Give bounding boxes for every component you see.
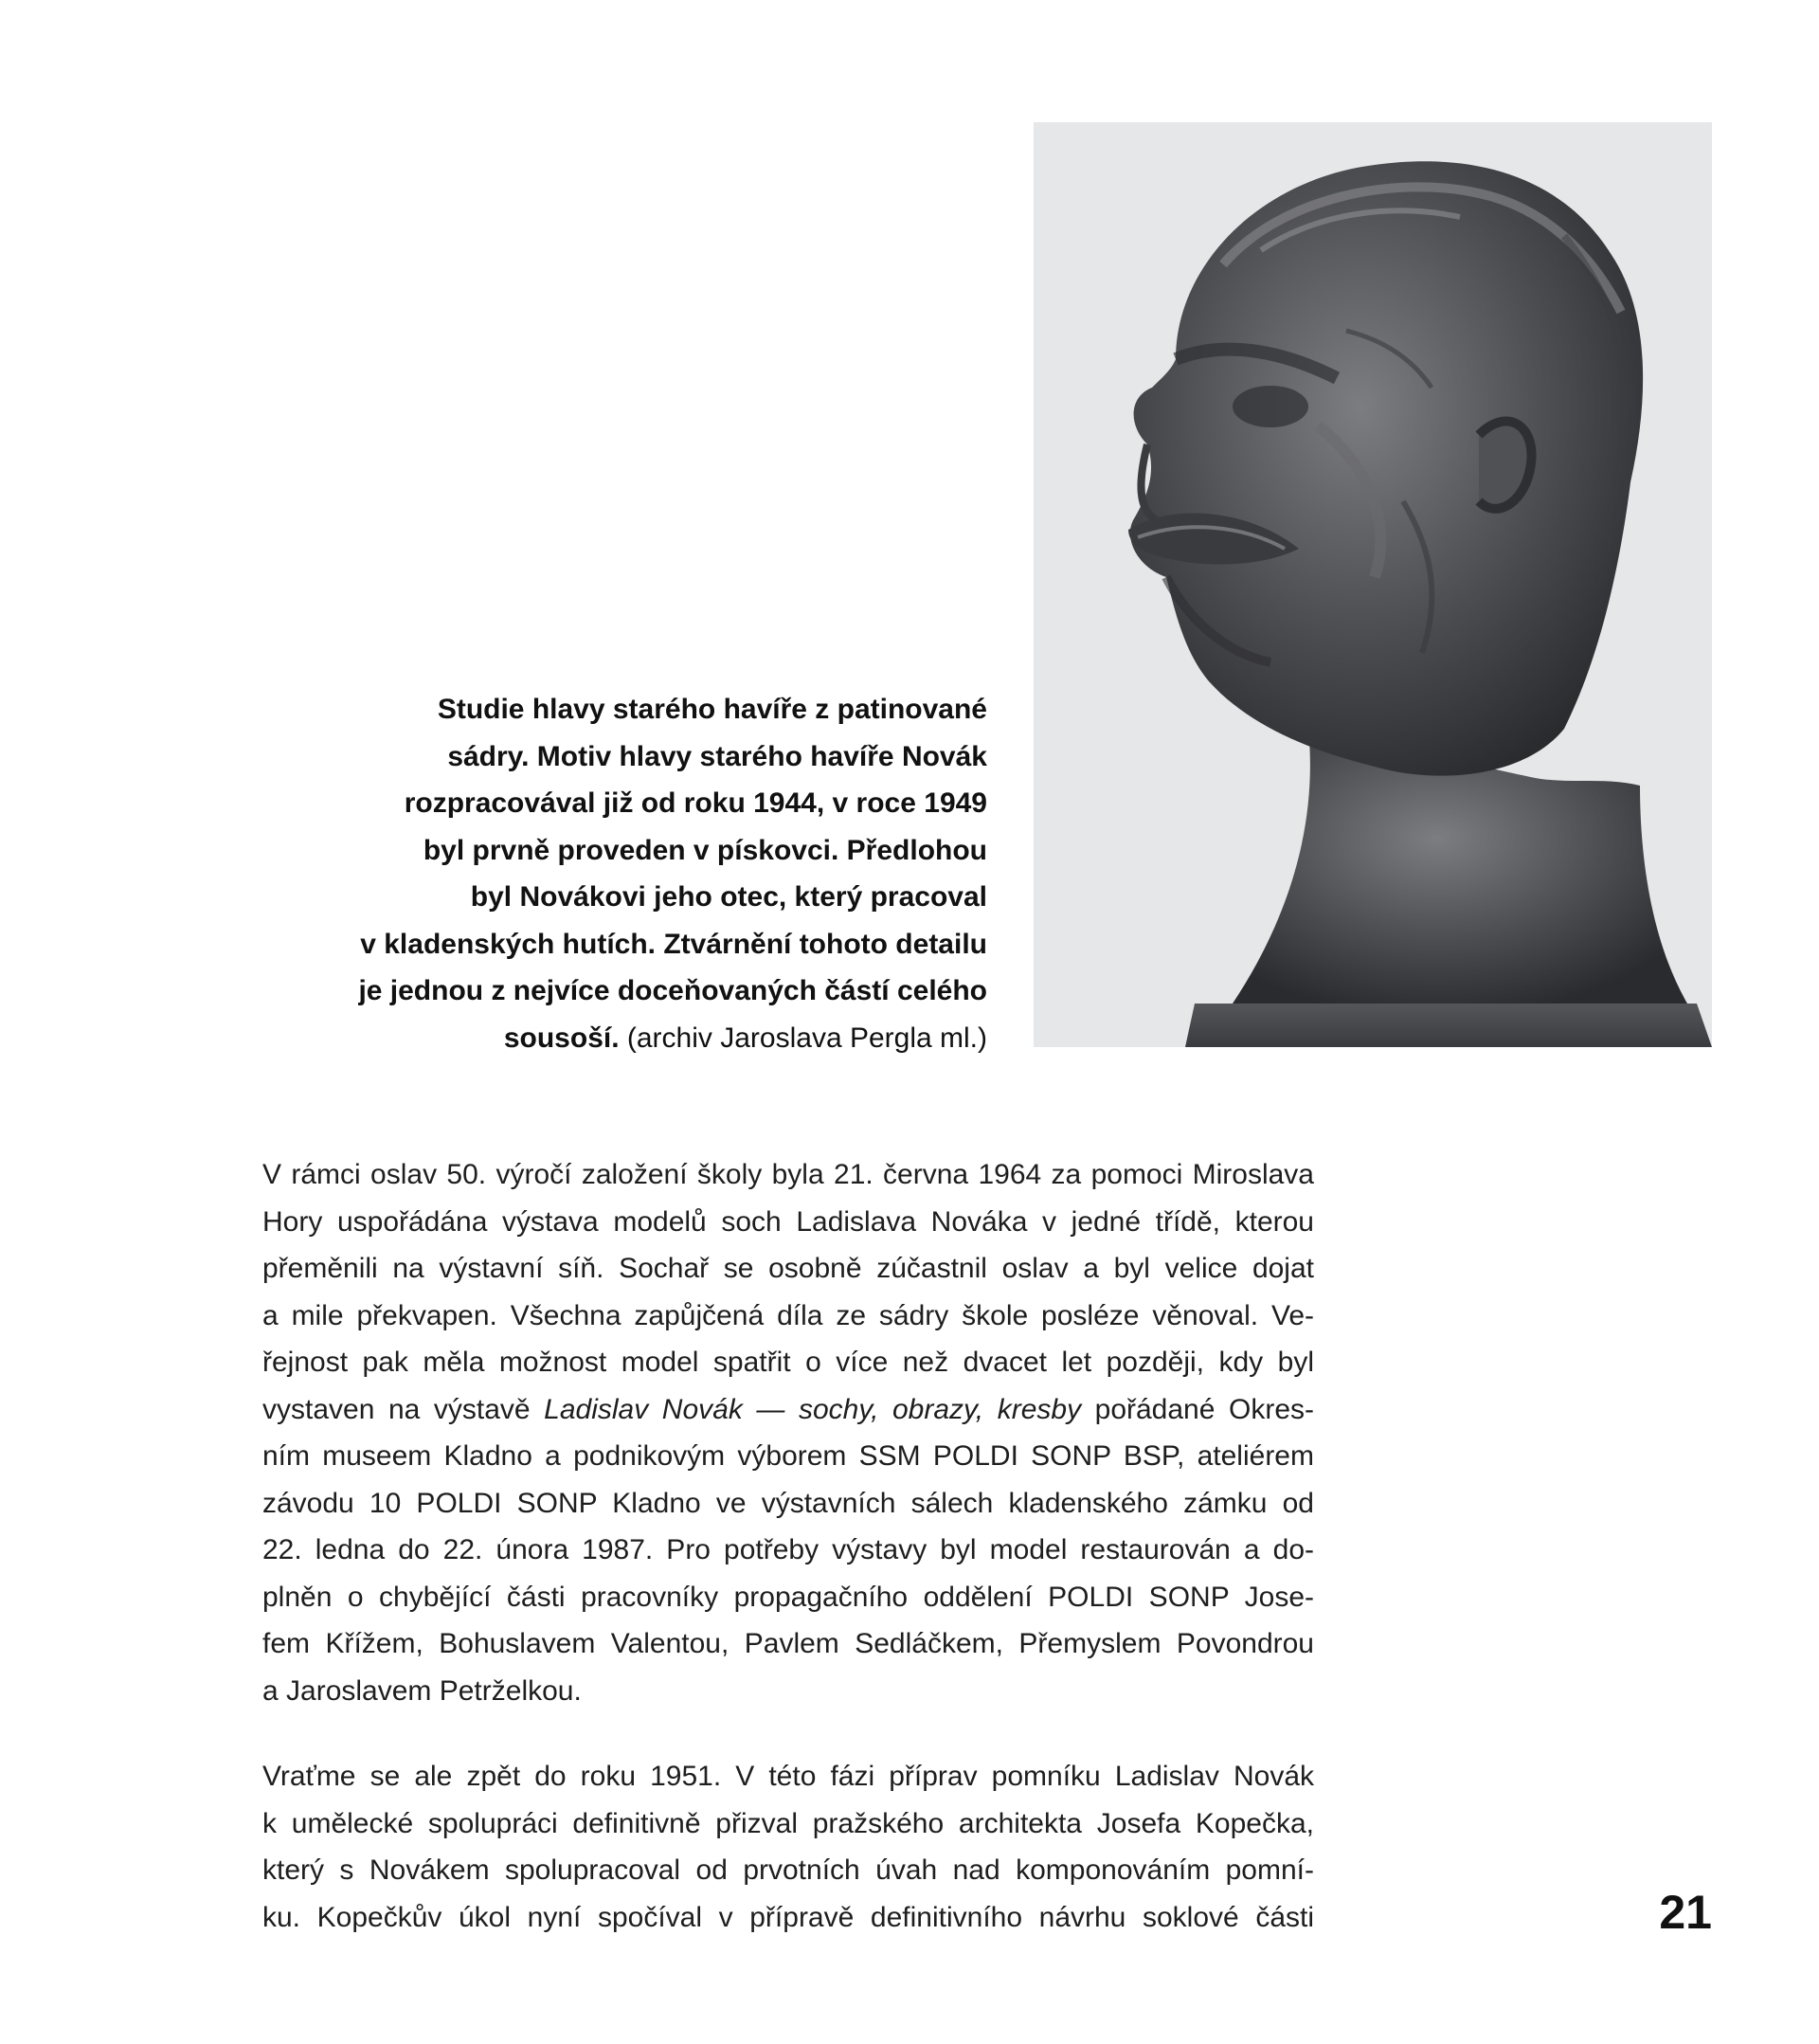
paragraph-line: závodu 10 POLDI SONP Kladno ve výstavních sálech kladenského zámku od [262,1487,1314,1519]
paragraph-line: Vraťme se ale zpět do roku 1951. V této fázi příprav pomníku Ladislav Novák [262,1761,1314,1792]
paragraph-line: který s Novákem spolupracoval od prvotních úvah nad komponováním pomní- [262,1854,1314,1886]
paragraph-line [262,1386,1314,1434]
caption-bold-text: je jednou z nejvíce doceňovaných částí celého [358,975,987,1006]
caption-bold-text: sousoší. [503,1022,620,1054]
bust-photo [1034,122,1712,1047]
caption-line [284,921,987,968]
caption-line [284,874,987,921]
paragraph-line: ním museem Kladno a podnikovým výborem SSM POLDI SONP BSP, ateliérem [262,1440,1314,1472]
paragraph-text: vystaven na výstavě [262,1393,545,1425]
caption-bold-text: byl Novákovi jeho otec, který pracoval [470,881,987,913]
paragraph-line: k umělecké spolupráci definitivně přizval pražského architekta Josefa Kopečka, [262,1807,1314,1839]
caption-line [284,733,987,781]
paragraph-line: V rámci oslav 50. výročí založení školy byla 21. června 1964 za pomoci Miroslava [262,1159,1314,1190]
caption-bold-text: sádry. Motiv hlavy starého havíře Novák [447,740,987,772]
caption-line [284,968,987,1015]
paragraph-line: plněn o chybějící části pracovníky propagačního oddělení POLDI SONP Jose- [262,1581,1314,1613]
exhibition-title: Ladislav Novák — sochy, obrazy, kresby [544,1393,1082,1425]
paragraph-line: 22. ledna do 22. února 1987. Pro potřeby výstavy byl model restaurován a do- [262,1534,1314,1565]
caption-line [284,686,987,733]
caption-line [284,827,987,875]
paragraph-line: a Jaroslavem Petrželkou. [262,1674,582,1707]
caption-credit: (archiv Jaroslava Pergla ml.) [619,1022,987,1054]
paragraph-1 [262,1151,1314,1714]
paragraph-line: fem Křížem, Bohuslavem Valentou, Pavlem Sedláčkem, Přemyslem Povondrou [262,1628,1314,1659]
bronze-bust-head-photo-icon [1034,122,1712,1047]
paragraph-line: přeměnili na výstavní síň. Sochař se osobně zúčastnil oslav a byl velice dojat [262,1253,1314,1284]
caption-bold-text: v kladenských hutích. Ztvárnění tohoto detailu [360,928,987,960]
paragraph-line: a mile překvapen. Všechna zapůjčená díla ze sádry škole posléze věnoval. Ve- [262,1299,1314,1331]
caption-line [284,1015,987,1062]
paragraph-text: pořádané Okres- [1081,1393,1314,1425]
paragraph-line: řejnost pak měla možnost model spatřit o více než dvacet let později, kdy byl [262,1347,1314,1378]
paragraph-line: Hory uspořádána výstava modelů soch Ladislava Nováka v jedné třídě, kterou [262,1205,1314,1238]
caption-line [284,780,987,827]
caption-bold-text: Studie hlavy starého havíře z patinované [437,694,987,725]
caption-bold-text: rozpracovával již od roku 1944, v roce 1949 [404,787,987,819]
page-number: 21 [1659,1886,1712,1939]
paragraph-2 [262,1753,1314,1941]
paragraph-line: ku. Kopečkův úkol nyní spočíval v přípravě definitivního návrhu soklové části [262,1901,1314,1933]
figure-caption [284,686,987,1061]
caption-bold-text: byl prvně proveden v pískovci. Předlohou [423,834,987,866]
